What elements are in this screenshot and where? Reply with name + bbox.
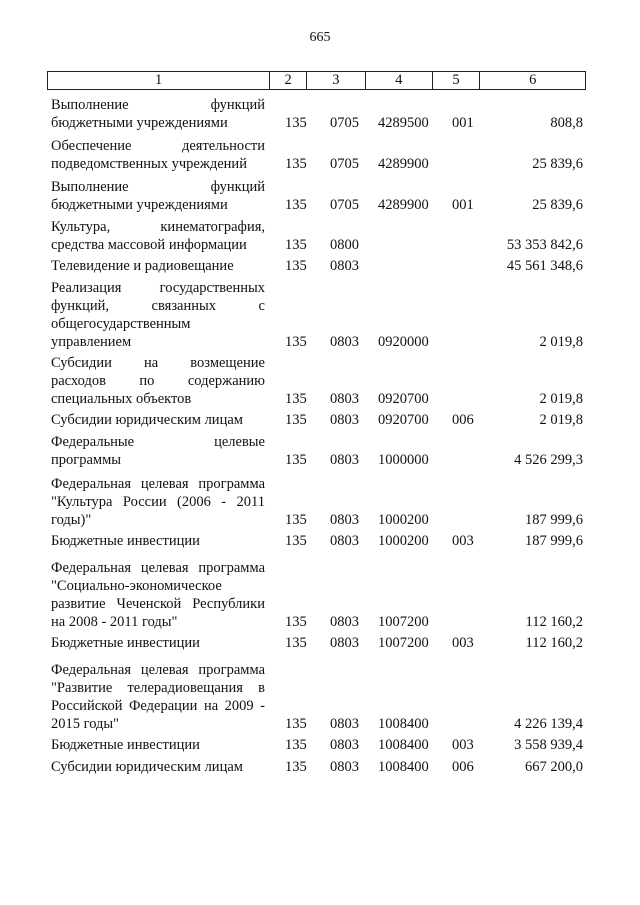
col-6-value: 112 160,2 xyxy=(525,614,583,630)
col-6-value: 53 353 842,6 xyxy=(506,237,583,253)
col-4-value: 4289900 xyxy=(378,197,429,213)
description-line: подведомственных учреждений xyxy=(51,156,247,172)
col-2-value: 135 xyxy=(285,258,307,274)
col-6-value: 187 999,6 xyxy=(525,512,583,528)
description-line: "Развитие телерадиовещания в xyxy=(51,680,265,696)
col-6-value: 4 526 299,3 xyxy=(514,452,583,468)
col-3-value: 0705 xyxy=(330,197,359,213)
col-5-value: 003 xyxy=(452,737,474,753)
description-line: Федеральные целевые xyxy=(51,434,265,450)
col-3-value: 0803 xyxy=(330,533,359,549)
description-line: Российской Федерации на 2009 - xyxy=(51,698,265,714)
col-2-value: 135 xyxy=(285,533,307,549)
col-4-value: 4289500 xyxy=(378,115,429,131)
col-3-value: 0803 xyxy=(330,391,359,407)
col-6-value: 2 019,8 xyxy=(539,334,583,350)
row-description xyxy=(51,475,265,529)
col-6-value: 3 558 939,4 xyxy=(514,737,583,753)
description-line: Федеральная целевая программа xyxy=(51,560,265,576)
description-line: программы xyxy=(51,452,121,468)
col-2-value: 135 xyxy=(285,452,307,468)
description-line: Культура, кинематография, xyxy=(51,219,265,235)
header-col-4: 4 xyxy=(366,72,433,89)
col-2-value: 135 xyxy=(285,614,307,630)
header-col-6: 6 xyxy=(529,72,537,88)
row-description xyxy=(51,218,265,254)
description-line: Федеральная целевая программа xyxy=(51,662,265,678)
col-6-value: 45 561 348,6 xyxy=(506,258,583,274)
description-line: развитие Чеченской Республики xyxy=(51,596,265,612)
col-3-value: 0803 xyxy=(330,737,359,753)
col-3-value: 0803 xyxy=(330,452,359,468)
description-line: Бюджетные инвестиции xyxy=(51,533,200,549)
row-description xyxy=(51,257,265,275)
col-3-value: 0803 xyxy=(330,334,359,350)
col-2-value: 135 xyxy=(285,391,307,407)
description-line: Выполнение функций xyxy=(51,179,265,195)
col-3-value: 0803 xyxy=(330,716,359,732)
header-col-1: 1 xyxy=(48,72,270,89)
row-description xyxy=(51,532,265,550)
row-description xyxy=(51,178,265,214)
col-5-value: 006 xyxy=(452,412,474,428)
description-line: бюджетными учреждениями xyxy=(51,115,228,131)
page-number: 665 xyxy=(309,30,331,45)
col-4-value: 1000000 xyxy=(378,452,429,468)
col-2-value: 135 xyxy=(285,512,307,528)
col-2-value: 135 xyxy=(285,156,307,172)
col-4-value: 0920700 xyxy=(378,412,429,428)
col-2-value: 135 xyxy=(285,635,307,651)
col-5-value: 001 xyxy=(452,115,474,131)
description-line: 2015 годы" xyxy=(51,716,120,732)
col-3-value: 0803 xyxy=(330,759,359,775)
description-line: годы)" xyxy=(51,512,92,528)
header-col-3: 3 xyxy=(307,72,366,89)
col-5-value: 001 xyxy=(452,197,474,213)
description-line: расходов по содержанию xyxy=(51,373,265,389)
description-line: Выполнение функций xyxy=(51,97,265,113)
description-line: Телевидение и радиовещание xyxy=(51,258,234,274)
col-6-value: 187 999,6 xyxy=(525,533,583,549)
col-6-value: 2 019,8 xyxy=(539,412,583,428)
description-line: управлением xyxy=(51,334,132,350)
col-6-value: 808,8 xyxy=(550,115,583,131)
description-line: специальных объектов xyxy=(51,391,192,407)
col-2-value: 135 xyxy=(285,737,307,753)
description-line: Обеспечение деятельности xyxy=(51,138,265,154)
description-line: Субсидии юридическим лицам xyxy=(51,759,243,775)
description-line: функций, связанных с xyxy=(51,298,265,314)
col-3-value: 0803 xyxy=(330,512,359,528)
col-4-value: 0920000 xyxy=(378,334,429,350)
row-description xyxy=(51,354,265,408)
col-4-value: 1007200 xyxy=(378,614,429,630)
col-3-value: 0803 xyxy=(330,635,359,651)
col-3-value: 0800 xyxy=(330,237,359,253)
col-4-value: 1000200 xyxy=(378,533,429,549)
row-description xyxy=(51,661,265,733)
col-5-value: 006 xyxy=(452,759,474,775)
col-5-value: 003 xyxy=(452,533,474,549)
col-3-value: 0803 xyxy=(330,412,359,428)
col-3-value: 0705 xyxy=(330,115,359,131)
row-description xyxy=(51,736,265,754)
description-line: Бюджетные инвестиции xyxy=(51,635,200,651)
description-line: "Социально-экономическое xyxy=(51,578,222,594)
row-description xyxy=(51,433,265,469)
row-description xyxy=(51,96,265,132)
col-4-value: 1008400 xyxy=(378,759,429,775)
description-line: средства массовой информации xyxy=(51,237,247,253)
row-description xyxy=(51,279,265,351)
description-line: Субсидии на возмещение xyxy=(51,355,265,371)
col-3-value: 0803 xyxy=(330,258,359,274)
col-4-value: 4289900 xyxy=(378,156,429,172)
description-line: "Культура России (2006 - 2011 xyxy=(51,494,265,510)
col-2-value: 135 xyxy=(285,412,307,428)
col-4-value: 1008400 xyxy=(378,716,429,732)
row-description xyxy=(51,559,265,631)
col-2-value: 135 xyxy=(285,716,307,732)
col-6-value: 4 226 139,4 xyxy=(514,716,583,732)
col-4-value: 1000200 xyxy=(378,512,429,528)
row-description xyxy=(51,137,265,173)
row-description xyxy=(51,411,265,429)
col-6-value: 25 839,6 xyxy=(532,156,583,172)
col-2-value: 135 xyxy=(285,115,307,131)
col-4-value: 0920700 xyxy=(378,391,429,407)
col-3-value: 0803 xyxy=(330,614,359,630)
col-6-value: 667 200,0 xyxy=(525,759,583,775)
description-line: Субсидии юридическим лицам xyxy=(51,412,243,428)
description-line: Бюджетные инвестиции xyxy=(51,737,200,753)
table-header xyxy=(47,71,586,90)
col-5-value: 003 xyxy=(452,635,474,651)
header-col-2: 2 xyxy=(270,72,307,89)
col-2-value: 135 xyxy=(285,334,307,350)
col-6-value: 2 019,8 xyxy=(539,391,583,407)
col-6-value: 25 839,6 xyxy=(532,197,583,213)
description-line: Федеральная целевая программа xyxy=(51,476,265,492)
col-2-value: 135 xyxy=(285,237,307,253)
col-2-value: 135 xyxy=(285,197,307,213)
header-col-5: 5 xyxy=(433,72,481,89)
col-4-value: 1008400 xyxy=(378,737,429,753)
description-line: Реализация государственных xyxy=(51,280,265,296)
description-line: общегосударственным xyxy=(51,316,191,332)
col-2-value: 135 xyxy=(285,759,307,775)
col-3-value: 0705 xyxy=(330,156,359,172)
description-line: на 2008 - 2011 годы" xyxy=(51,614,178,630)
row-description xyxy=(51,758,265,776)
col-6-value: 112 160,2 xyxy=(525,635,583,651)
col-4-value: 1007200 xyxy=(378,635,429,651)
description-line: бюджетными учреждениями xyxy=(51,197,228,213)
row-description xyxy=(51,634,265,652)
